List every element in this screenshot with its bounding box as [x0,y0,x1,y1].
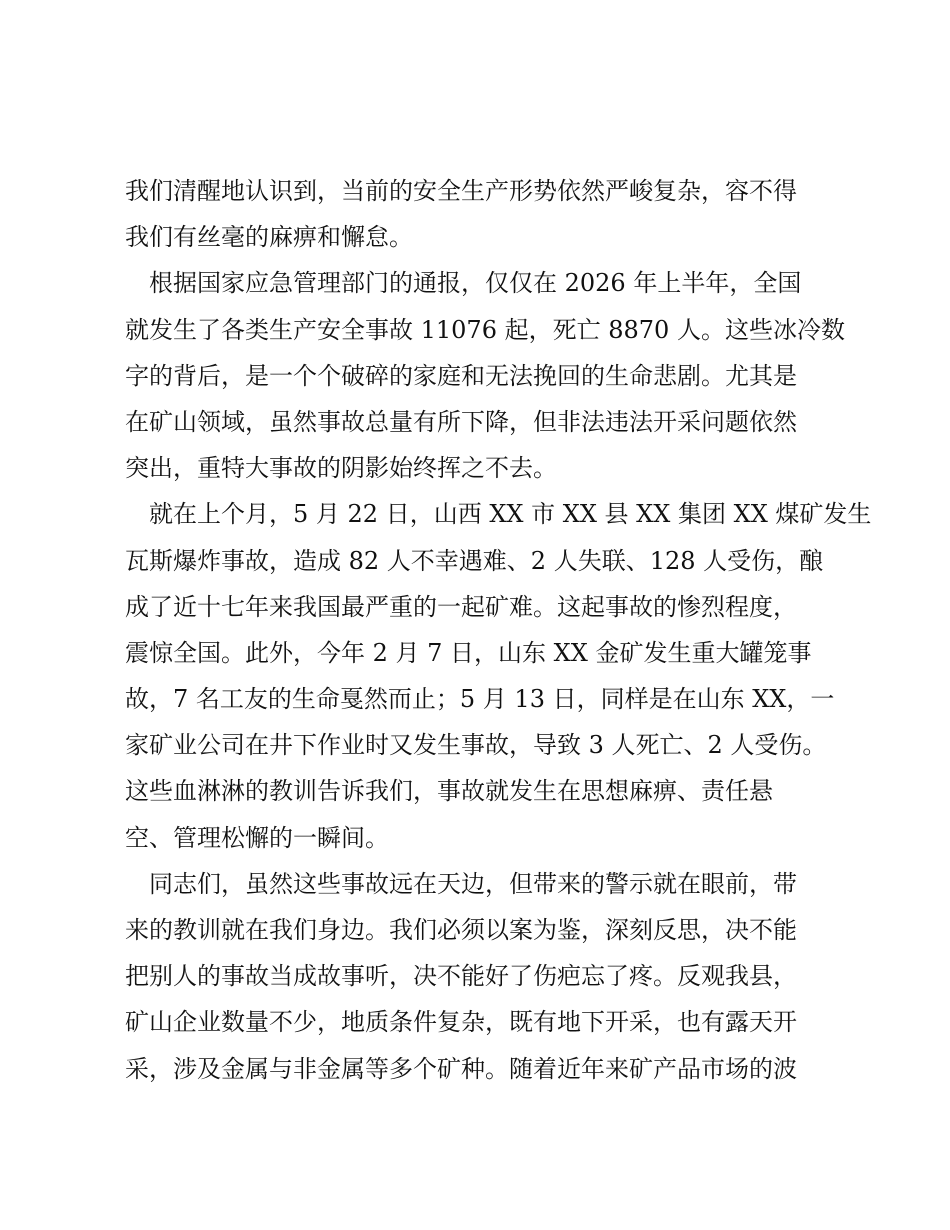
text-line: 矿山企业数量不少，地质条件复杂，既有地下开采，也有露天开 [125,1008,797,1037]
text-line: 家矿业公司在井下作业时又发生事故，导致 3 人死亡、2 人受伤。 [125,731,827,760]
text-line: 故，7 名工友的生命戛然而止；5 月 13 日，同样是在山东 XX，一 [125,685,835,714]
text-line: 成了近十七年来我国最严重的一起矿难。这起事故的惨烈程度， [125,592,797,621]
text-line: 根据国家应急管理部门的通报，仅仅在 2026 年上半年，全国 [125,269,802,298]
text-line: 震惊全国。此外，今年 2 月 7 日，山东 XX 金矿发生重大罐笼事 [125,638,812,667]
text-line: 我们有丝毫的麻痹和懈怠。 [125,223,413,252]
text-line: 同志们，虽然这些事故远在天边，但带来的警示就在眼前，带 [125,869,797,898]
text-line: 就在上个月，5 月 22 日，山西 XX 市 XX 县 XX 集团 XX 煤矿发生 [125,500,872,529]
text-line: 突出，重特大事故的阴影始终挥之不去。 [125,454,557,483]
text-line: 我们清醒地认识到，当前的安全生产形势依然严峻复杂，容不得 [125,177,797,205]
body-text [125,168,872,1092]
text-line: 就发生了各类生产安全事故 11076 起，死亡 8870 人。这些冰冷数 [125,315,845,344]
text-line: 这些血淋淋的教训告诉我们，事故就发生在思想麻痹、责任悬 [125,777,773,806]
text-line: 把别人的事故当成故事听，决不能好了伤疤忘了疼。反观我县， [125,962,797,991]
text-line: 在矿山领域，虽然事故总量有所下降，但非法违法开采问题依然 [125,407,797,436]
text-line: 采，涉及金属与非金属等多个矿种。随着近年来矿产品市场的波 [125,1054,797,1083]
text-line: 瓦斯爆炸事故，造成 82 人不幸遇难、2 人失联、128 人受伤，酿 [125,546,824,575]
text-line: 空、管理松懈的一瞬间。 [125,823,389,852]
text-line: 字的背后，是一个个破碎的家庭和无法挽回的生命悲剧。尤其是 [125,361,797,390]
text-line: 来的教训就在我们身边。我们必须以案为鉴，深刻反思，决不能 [125,916,797,944]
